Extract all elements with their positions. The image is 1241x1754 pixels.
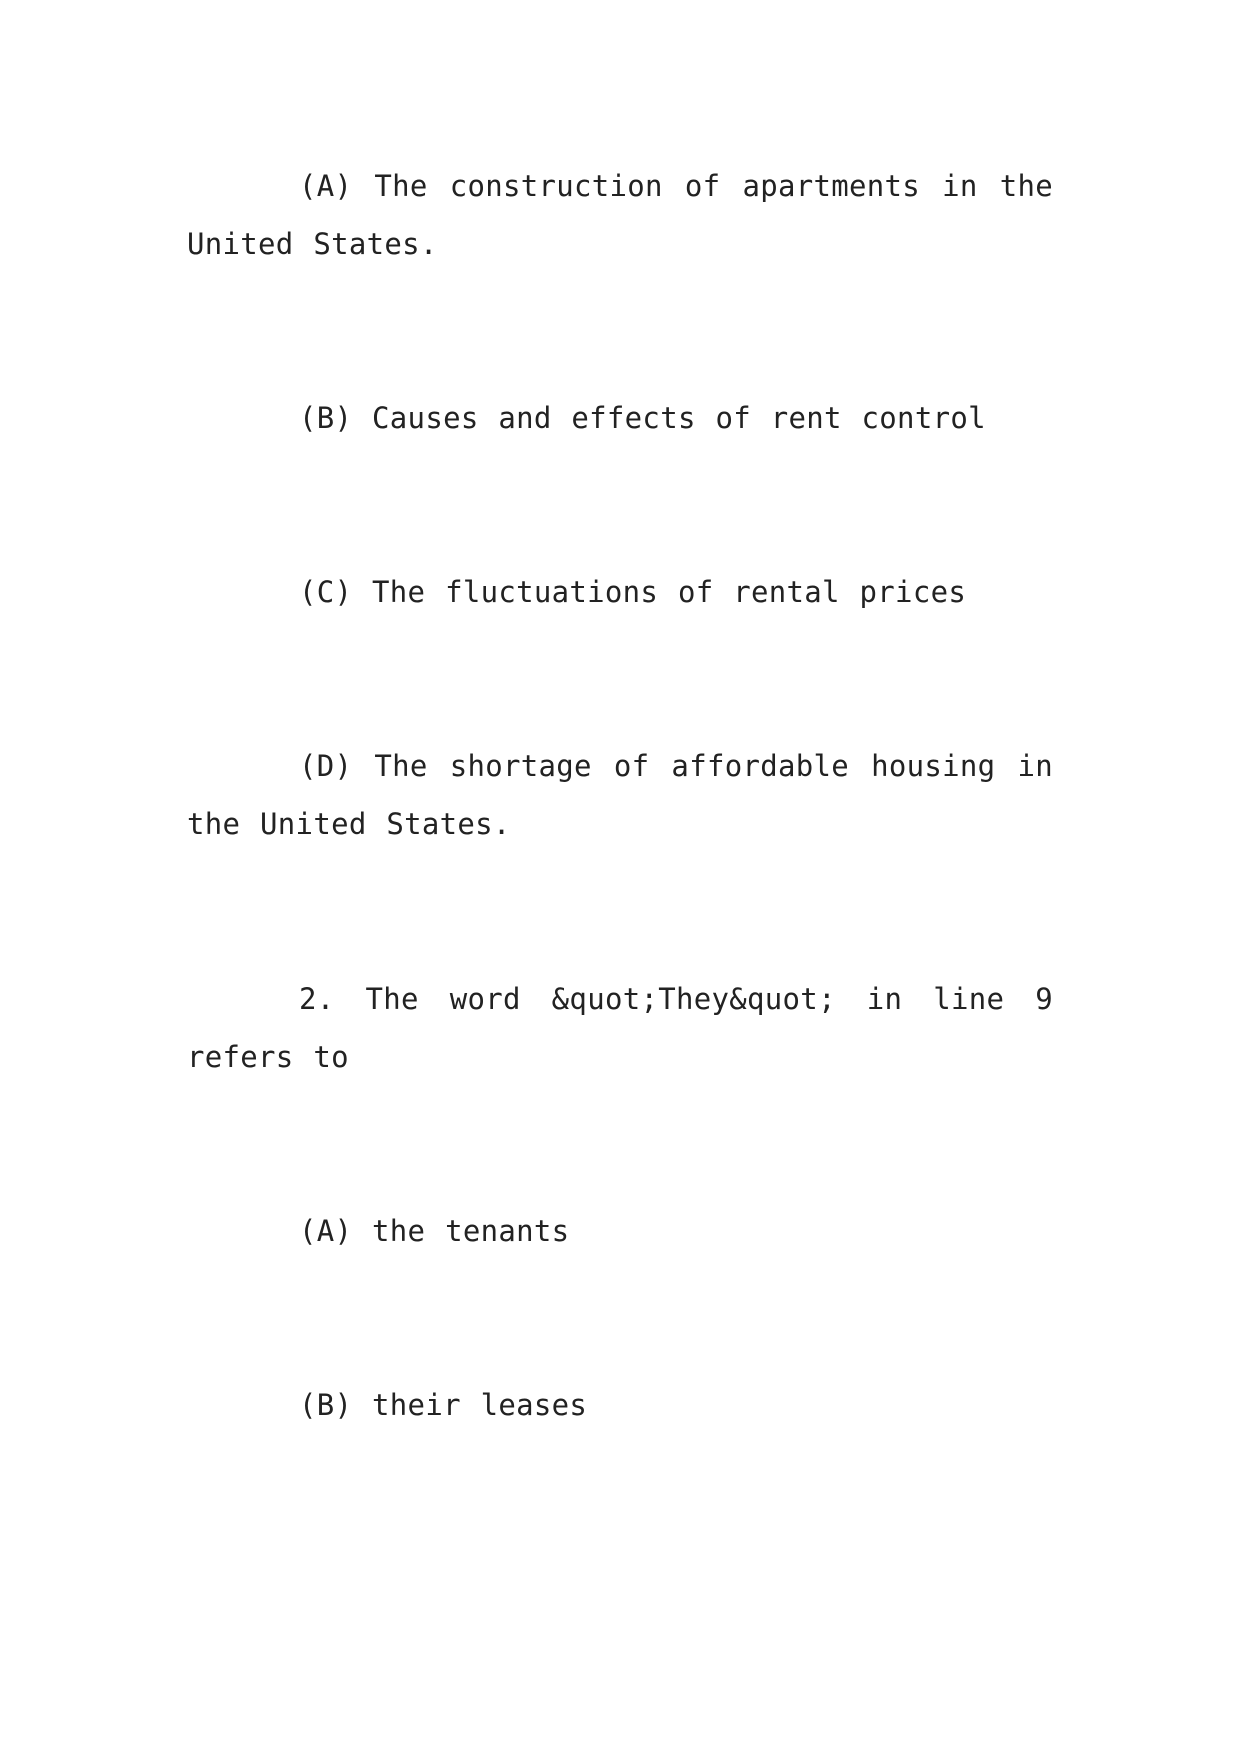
q2-option-b: (B) their leases <box>299 1388 588 1422</box>
q1-option-c: (C) The fluctuations of rental prices <box>299 575 967 609</box>
q2-question-stem: 2. The word &quot;They&quot; in line 9 refers to <box>187 982 1053 1074</box>
q2-option-a: (A) the tenants <box>299 1214 570 1248</box>
q1-option-d: (D) The shortage of affordable housing in the United States. <box>187 749 1053 841</box>
q1-option-b: (B) Causes and effects of rent control <box>299 401 986 435</box>
q1-option-a: (A) The construction of apartments in the United States. <box>187 169 1053 261</box>
